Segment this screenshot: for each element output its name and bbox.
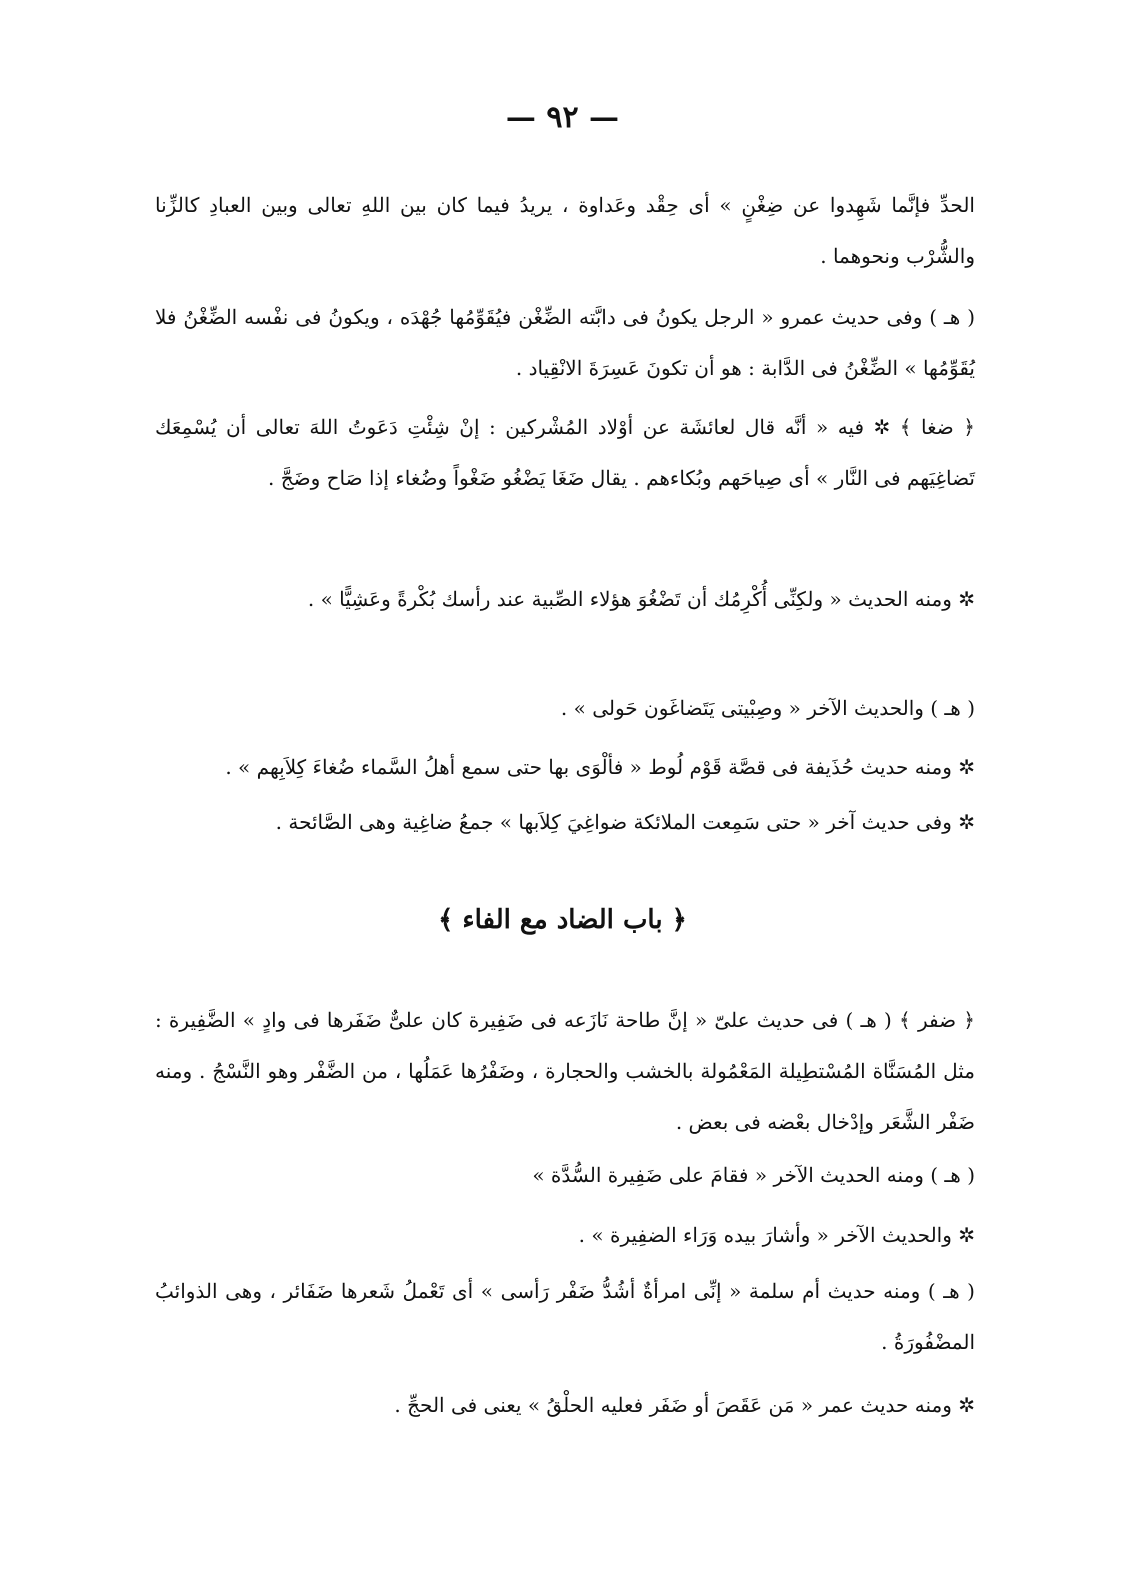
paragraph-hadith-amr: ( هـ ) وفى حديث عمرو « الرجل يكونُ فى دابَّته الضِّغْن فيُقَوِّمُها جُهْدَه ، ويكونُ فى نفْسه الضِّغْنُ فلا يُقَوِّمُها » الضِّغْنُ فى الدَّابة : هو أن تكونَ عَسِرَةَ الانْقِياد . — [155, 305, 975, 380]
paragraph-hadith-yatadaghawn: ( هـ ) والحديث الآخر « وصِبْيتى يَتَضاغَون حَولى » . — [560, 696, 975, 720]
paragraph-hadith-taghu: ✲ ومنه الحديث « ولكِنِّى أُكْرِمُك أن تَضْغُوَ هؤلاء الصِّبية عند رأسك بُكْرةً وعَشِيًّا » . — [307, 587, 975, 611]
section-heading: ﴿ باب الضاد مع الفاء ﴾ — [438, 905, 687, 935]
page-number: — ٩٢ — — [505, 100, 620, 135]
paragraph-hadd-continuation: الحدِّ فإنَّما شَهِدوا عن ضِغْنٍ » أى حِقْد وعَداوة ، يريدُ فيما كان بين اللهِ تعالى وبين العبادِ كالزِّنا والشُّرْب ونحوهما . — [155, 193, 975, 268]
paragraph-hadith-dafira: ✲ والحديث الآخر « وأشارَ بيده وَرَاء الضفِيرة » . — [578, 1223, 975, 1247]
paragraph-hadith-dawaghi: ✲ وفى حديث آخر « حتى سَمِعت الملائكة ضواغِيَ كِلاَبها » جمعُ ضاغِية وهى الصَّائحة . — [275, 810, 975, 834]
paragraph-hadith-umm-salama: ( هـ ) ومنه حديث أم سلمة « إنِّى امرأةٌ أشُدُّ ضَفْر رَأسى » أى تَعْملُ شَعرها ضَفَائر ، وهى الذوائبُ المضْفُورَةُ . — [155, 1279, 975, 1354]
paragraph-hadith-umar: ✲ ومنه حديث عمر « مَن عَقَصَ أو ضَفَر فعليه الحلْقُ » يعنى فى الحجِّ . — [394, 1393, 975, 1417]
paragraph-entry-dafr: ﴿ ضفر ﴾ ( هـ ) فى حديث علىّ « إنَّ طاحة نَازَعه فى ضَفِيرة كان علىٌّ ضَفَرها فى وادٍ » الضَّفِيرة : مثل المُسَنَّاة المُسْتطِيلة المَعْمُولة بالخشب والحجارة ، وضَفْرُها عَمَلُها ، من الضَّفْر وهو النَّسْجُ . ومنه ضَفْر الشَّعَر وإدْخال بعْضه فى بعض . — [155, 1008, 975, 1134]
paragraph-hadith-hudhayfa: ✲ ومنه حديث حُذَيفة فى قصَّة قَوْم لُوط « فألْوَى بها حتى سمع أهلُ السَّماء ضُغاءَ كِلاَبِهم » . — [225, 755, 975, 779]
paragraph-hadith-sudda: ( هـ ) ومنه الحديث الآخر « فقامَ على ضَفِيرة السُّدَّة » — [532, 1163, 975, 1187]
paragraph-entry-dagha: ﴿ ضغا ﴾ ✲ فيه « أنَّه قال لعائشَة عن أوْلاد المُشْركين : إنْ شِئْتِ دَعَوتُ اللهَ تعالى أن يُسْمِعَك تَضاغِيَهم فى النَّار » أى صِياحَهم وبُكاءهم . يقال ضَغَا يَضْغُو ضَغْواً وضُغاء إذا صَاح وضَجَّ . — [155, 415, 975, 490]
